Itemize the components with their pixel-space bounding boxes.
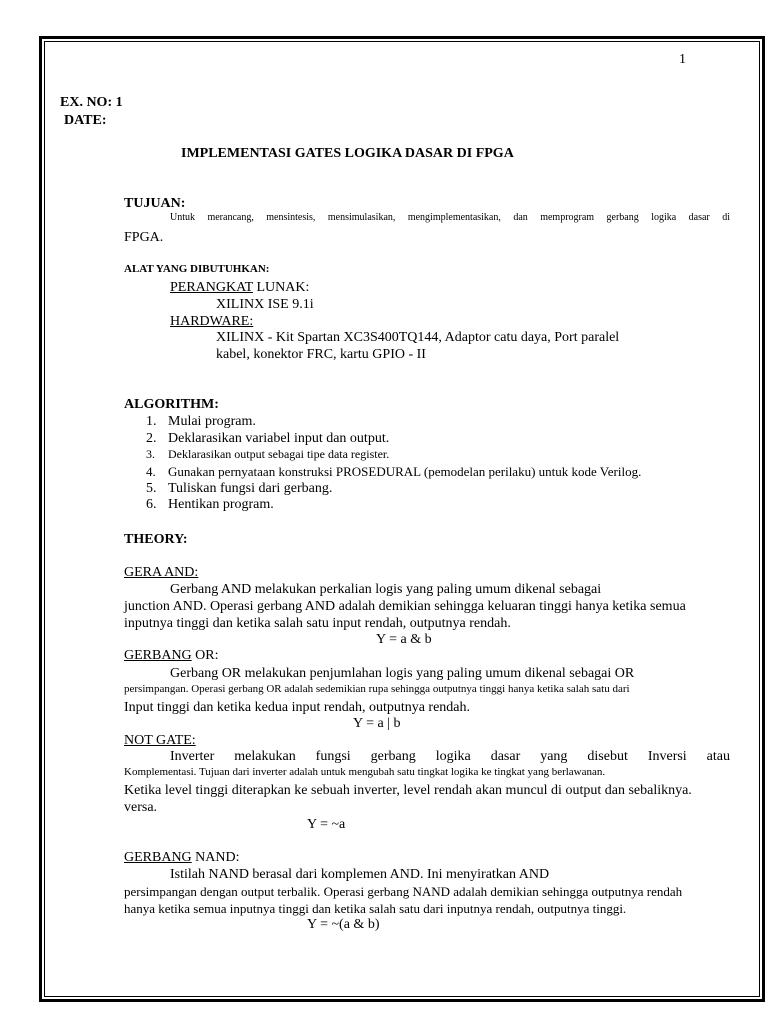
tujuan-text-line2: FPGA. [124, 230, 164, 245]
step-text: Mulai program. [168, 414, 256, 429]
or-gate-label-underlined: GERBANG [124, 648, 192, 663]
step-number: 4. [146, 464, 156, 479]
nand-gate-formula: Y = ~(a & b) [307, 917, 380, 932]
nand-gate-label-underlined: GERBANG [124, 850, 192, 865]
not-gate-text-line2: Komplementasi. Tujuan dari inverter adalah untuk mengubah satu tingkat logika ke tingkat yang berlawanan. [124, 766, 606, 778]
hardware-value-line2: kabel, konektor FRC, kartu GPIO - II [216, 347, 426, 362]
nand-gate-text-line3: hanya ketika semua inputnya tinggi dan ketika salah satu dari inputnya rendah, outputnya tinggi. [124, 901, 627, 916]
or-gate-text-line1: Gerbang OR melakukan penjumlahan logis yang paling umum dikenal sebagai OR [170, 666, 635, 681]
hardware-value-line1: XILINX - Kit Spartan XC3S400TQ144, Adaptor catu daya, Port paralel [216, 330, 620, 345]
algorithm-step [146, 482, 332, 496]
or-gate-label-rest: OR: [191, 648, 219, 663]
tujuan-heading: TUJUAN: [124, 196, 186, 211]
software-label-underlined: PERANGKAT [170, 280, 253, 295]
step-number: 2. [146, 431, 157, 446]
not-gate-text-line1: Inverter melakukan fungsi gerbang logika dasar yang disebut Inversi atau [170, 749, 730, 764]
software-label [170, 281, 309, 295]
algorithm-step [146, 432, 389, 446]
or-gate-label [124, 649, 219, 663]
theory-heading: THEORY: [124, 532, 188, 547]
algorithm-step [146, 448, 389, 460]
page-number: 1 [679, 52, 686, 67]
or-gate-formula: Y = a | b [353, 716, 401, 731]
not-gate-text-line3: Ketika level tinggi diterapkan ke sebuah inverter, level rendah akan muncul di output dan sebaliknya. [124, 783, 692, 798]
date-label: DATE: [64, 113, 107, 128]
and-gate-label: GERA AND: [124, 565, 199, 580]
not-gate-text-line4: versa. [124, 800, 158, 815]
hardware-label: HARDWARE: [170, 314, 254, 329]
step-text: Gunakan pernyataan konstruksi PROSEDURAL (pemodelan perilaku) untuk kode Verilog. [168, 464, 642, 479]
page-title: IMPLEMENTASI GATES LOGIKA DASAR DI FPGA [181, 146, 514, 161]
step-number: 1. [146, 414, 157, 429]
step-number: 5. [146, 481, 157, 496]
nand-gate-label-rest: NAND: [191, 850, 240, 865]
step-text: Tuliskan fungsi dari gerbang. [168, 481, 333, 496]
step-number: 3. [146, 447, 155, 461]
step-text: Deklarasikan variabel input dan output. [168, 431, 390, 446]
algorithm-step [146, 415, 256, 429]
and-gate-text-line2: junction AND. Operasi gerbang AND adalah demikian sehingga keluaran tinggi hanya ketika semua [124, 599, 686, 614]
algorithm-step [146, 498, 274, 512]
software-label-rest: LUNAK: [252, 280, 310, 295]
step-text: Deklarasikan output sebagai tipe data register. [168, 447, 390, 461]
and-gate-text-line3: inputnya tinggi dan ketika salah satu input rendah, outputnya rendah. [124, 616, 511, 631]
nand-gate-label [124, 851, 240, 865]
and-gate-text-line1: Gerbang AND melakukan perkalian logis yang paling umum dikenal sebagai [170, 582, 602, 597]
and-gate-formula: Y = a & b [376, 632, 432, 647]
exercise-number: EX. NO: 1 [60, 95, 123, 110]
or-gate-text-line2: persimpangan. Operasi gerbang OR adalah sedemikian rupa sehingga outputnya tinggi hanya ketika salah satu dari [124, 683, 630, 695]
nand-gate-text-line1: Istilah NAND berasal dari komplemen AND. Ini menyiratkan AND [170, 867, 550, 882]
nand-gate-text-line2: persimpangan dengan output terbalik. Operasi gerbang NAND adalah demikian sehingga outputnya rendah [124, 884, 683, 899]
algorithm-step [146, 465, 641, 478]
or-gate-text-line3: Input tinggi dan ketika kedua input rendah, outputnya rendah. [124, 700, 471, 715]
algorithm-heading: ALGORITHM: [124, 397, 219, 412]
not-gate-label: NOT GATE: [124, 733, 196, 748]
not-gate-formula: Y = ~a [307, 817, 346, 832]
step-number: 6. [146, 497, 157, 512]
tujuan-text-line1: Untuk merancang, mensintesis, mensimulasikan, mengimplementasikan, dan memprogram gerbang logika dasar di [170, 212, 730, 223]
step-text: Hentikan program. [168, 497, 274, 512]
software-value: XILINX ISE 9.1i [216, 297, 314, 312]
alat-heading: ALAT YANG DIBUTUHKAN: [124, 263, 270, 275]
